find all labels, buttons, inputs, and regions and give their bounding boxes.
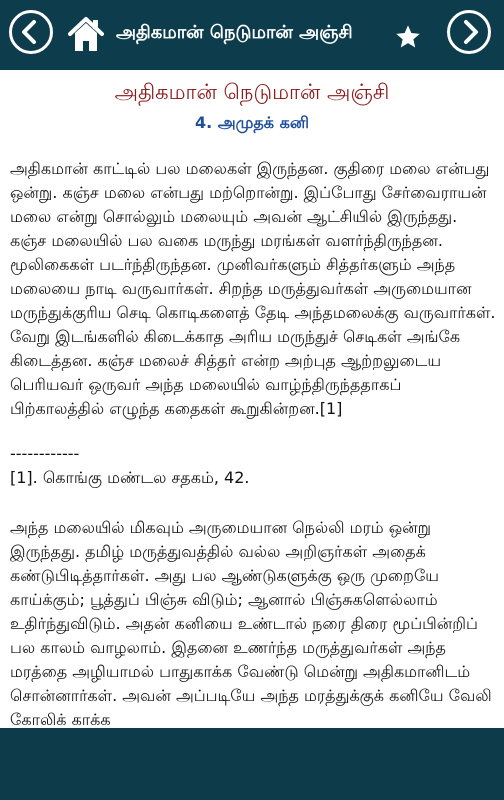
bookmark-button[interactable] — [394, 23, 422, 51]
top-app-bar — [0, 0, 504, 70]
screen-title: அதிகமான் நெடுமான் அஞ்சி — [116, 22, 353, 43]
home-icon — [66, 14, 106, 54]
home-button[interactable] — [66, 14, 106, 54]
article-content[interactable] — [0, 70, 504, 728]
paragraph: அதிகமான் காட்டில் பல மலைகள் இருந்தன. குதிரை மலை என்பது ஒன்று. கஞ்ச மலை என்பது மற்றொன்று. இப்போது சேர்வைராயன் மலை என்று சொல்லும் மலையும் அவன் ஆட்சியில் இருந்தது. கஞ்ச மலையில் பல வகை மருந்து மரங்கள் வளர்ந்திருந்தன. மூலிகைகள் படர்ந்திருந்தன. முனிவர்களும் சித்தர்களும் அந்த மலையை நாடி வருவார்கள். சிறந்த மருத்துவர்கள் அருமையான மருந்துக்குரிய செடி கொடிகளைத் தேடி அந்தமலைக்கு வருவார்கள். வேறு இடங்களில் கிடைக்காத அரிய மருந்துச் செடிகள் அங்கே கிடைத்தன. கஞ்ச மலைச் சித்தர் என்ற அற்புத ஆற்றலுடைய பெரியவர் ஒருவர் அந்த மலையில் வாழ்ந்திருந்ததாகப் பிற்காலத்தில் எழுந்த கதைகள் கூறுகின்றன.[1] — [10, 159, 496, 418]
next-button[interactable] — [447, 10, 491, 54]
paragraph: அந்த மலையில் மிகவும் அருமையான நெல்லி மரம் ஒன்று இருந்தது. தமிழ் மருத்துவத்தில் வல்ல அறிஞர்கள் அதைக் கண்டுபிடித்தார்கள். அது பல ஆண்டுகளுக்கு ஒரு முறையே காய்க்கும்; பூத்துப் பிஞ்சு விடும்; ஆனால் பிஞ்சுகளெல்லாம் உதிர்ந்துவிடும். அதன் கனியை உண்டால் நரை திரை மூப்பின்றிப் பல காலம் வாழலாம். இதனை உணர்ந்த மருத்துவர்கள் அந்த மரத்தை அழியாமல் பாதுகாக்க வேண்டு மென்று அதிகமானிடம் சொன்னார்கள். அவன் அப்படியே அந்த மரத்துக்குக் கனியே வேலி கோலிக் காக்க — [10, 518, 492, 728]
previous-button[interactable] — [9, 10, 53, 54]
chevron-right-icon — [450, 13, 488, 51]
footnote-separator: ------------ — [10, 444, 80, 463]
footnote: [1]. கொங்கு மண்டல சதகம், 42. — [10, 468, 250, 487]
star-icon — [394, 23, 422, 51]
article-heading: அதிகமான் நெடுமான் அஞ்சி — [114, 80, 390, 104]
chapter-title: 4. அமுதக் கனி — [195, 113, 309, 132]
chevron-left-icon — [12, 13, 50, 51]
